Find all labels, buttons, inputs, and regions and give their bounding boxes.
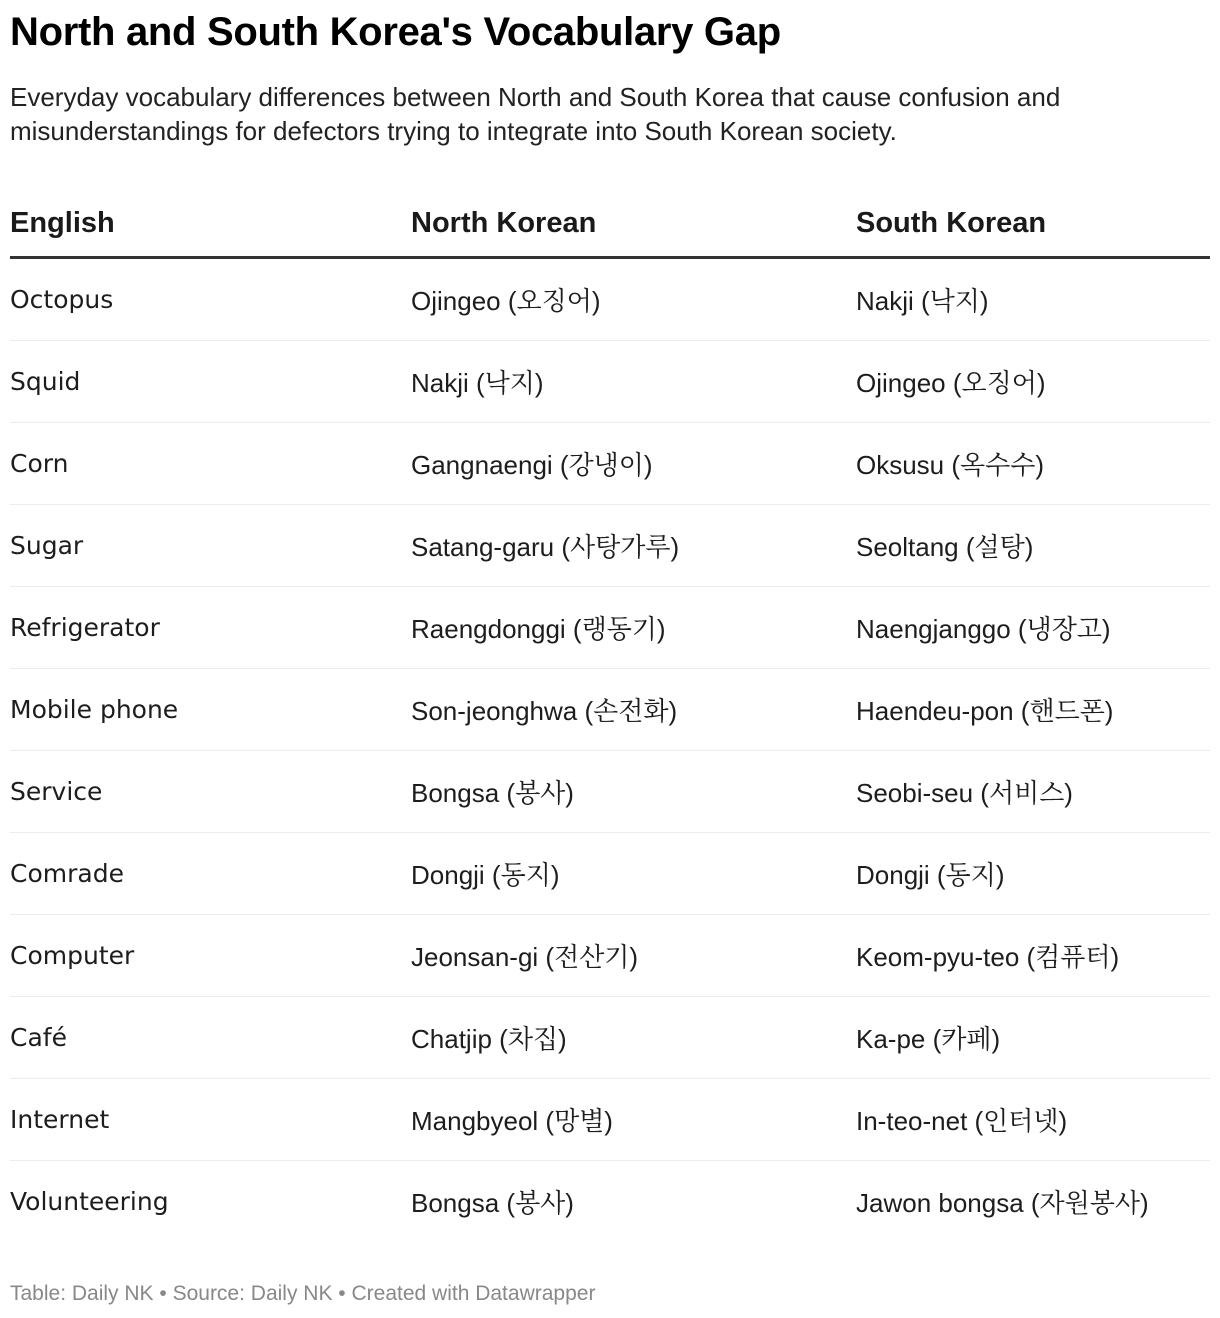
table-row — [10, 915, 1210, 997]
cell-english: Café — [10, 997, 411, 1079]
cell-north-korean: Son-jeonghwa (손전화) — [411, 669, 856, 751]
cell-english: Squid — [10, 341, 411, 423]
cell-south-korean: Haendeu-pon (핸드폰) — [856, 669, 1210, 751]
cell-south-korean: Dongji (동지) — [856, 833, 1210, 915]
cell-english: Computer — [10, 915, 411, 997]
cell-north-korean: Jeonsan-gi (전산기) — [411, 915, 856, 997]
table-row — [10, 1079, 1210, 1161]
cell-south-korean: Seobi-seu (서비스) — [856, 751, 1210, 833]
table-header-row — [10, 190, 1210, 258]
cell-north-korean: Gangnaengi (강냉이) — [411, 423, 856, 505]
cell-english: Mobile phone — [10, 669, 411, 751]
cell-south-korean: Seoltang (설탕) — [856, 505, 1210, 587]
cell-south-korean: Ojingeo (오징어) — [856, 341, 1210, 423]
cell-south-korean: Ka-pe (카페) — [856, 997, 1210, 1079]
table-row — [10, 587, 1210, 669]
cell-north-korean: Mangbyeol (망별) — [411, 1079, 856, 1161]
column-header-english: English — [10, 190, 411, 258]
cell-north-korean: Satang-garu (사탕가루) — [411, 505, 856, 587]
table-row — [10, 833, 1210, 915]
table-row — [10, 997, 1210, 1079]
table-row — [10, 505, 1210, 587]
cell-north-korean: Raengdonggi (랭동기) — [411, 587, 856, 669]
table-row — [10, 669, 1210, 751]
cell-north-korean: Chatjip (차집) — [411, 997, 856, 1079]
cell-south-korean: Jawon bongsa (자원봉사) — [856, 1188, 1149, 1218]
table-row — [10, 1161, 1210, 1243]
cell-north-korean: Bongsa (봉사) — [411, 1188, 574, 1218]
cell-south-korean: Naengjanggo (냉장고) — [856, 587, 1210, 669]
table-row — [10, 258, 1210, 341]
cell-english: Comrade — [10, 833, 411, 915]
table-row — [10, 751, 1210, 833]
chart-title: North and South Korea's Vocabulary Gap — [10, 10, 781, 54]
cell-north-korean: Bongsa (봉사) — [411, 751, 856, 833]
cell-english: Service — [10, 751, 411, 833]
cell-north-korean: Ojingeo (오징어) — [411, 258, 856, 341]
cell-south-korean: Oksusu (옥수수) — [856, 423, 1210, 505]
cell-south-korean: In-teo-net (인터넷) — [856, 1079, 1210, 1161]
table-row — [10, 423, 1210, 505]
table-row — [10, 341, 1210, 423]
vocabulary-table — [10, 190, 1210, 1242]
cell-english: Octopus — [10, 258, 411, 341]
cell-south-korean: Keom-pyu-teo (컴퓨터) — [856, 915, 1210, 997]
cell-south-korean: Nakji (낙지) — [856, 258, 1210, 341]
cell-english: Refrigerator — [10, 587, 411, 669]
cell-english: Corn — [10, 423, 411, 505]
column-header-south-korean: South Korean — [856, 190, 1210, 258]
cell-north-korean: Nakji (낙지) — [411, 341, 856, 423]
cell-english: Volunteering — [10, 1187, 169, 1216]
column-header-north-korean: North Korean — [411, 190, 856, 258]
cell-english: Internet — [10, 1079, 411, 1161]
cell-north-korean: Dongji (동지) — [411, 833, 856, 915]
chart-footer-attribution: Table: Daily NK • Source: Daily NK • Created with Datawrapper — [10, 1282, 596, 1305]
chart-subtitle: Everyday vocabulary differences between North and South Korea that cause confusion and misunderstandings for defectors trying to integrate into South Korean society. — [10, 82, 1061, 146]
cell-english: Sugar — [10, 505, 411, 587]
